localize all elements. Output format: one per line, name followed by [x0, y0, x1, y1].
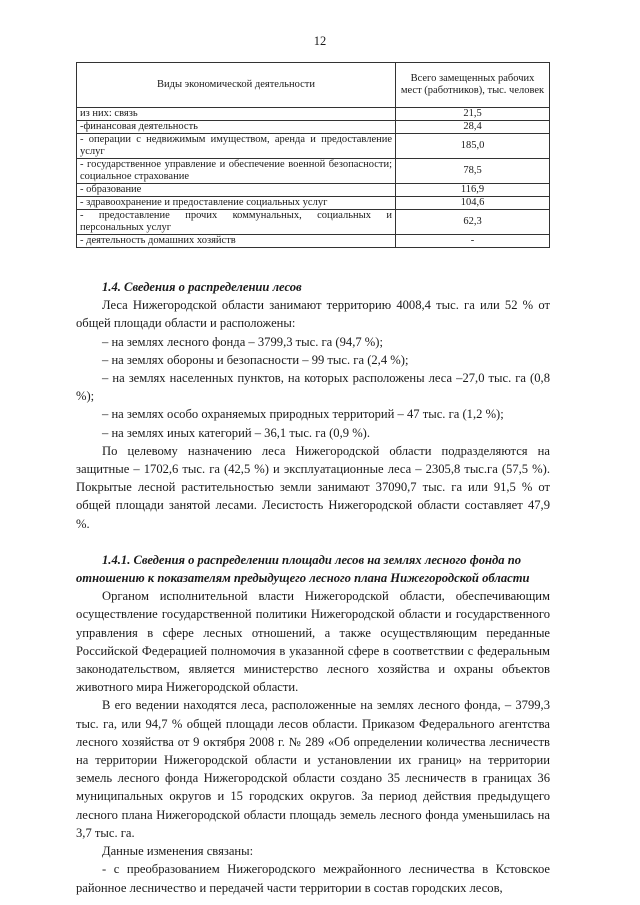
- table-cell-value: 104,6: [396, 197, 550, 210]
- table-cell-value: 116,9: [396, 184, 550, 197]
- list-item: – на землях лесного фонда – 3799,3 тыс. га (94,7 %);: [102, 334, 383, 349]
- table-cell-value: 28,4: [396, 121, 550, 134]
- table-cell-activity: - деятельность домашних хозяйств: [77, 235, 396, 248]
- table-cell-activity: -финансовая деятельность: [77, 121, 396, 134]
- list-item: – на землях иных категорий – 36,1 тыс. га (0,9 %).: [102, 425, 371, 440]
- paragraph: В его ведении находятся леса, расположенные на землях лесного фонда, – 3799,3 тыс. га, или 94,7 % общей площади лесов области. Приказом Федерального агентства лесного хозяйства от 9 октября 2008 г. № 289 «Об определении количества лесничеств на территории Нижегородской области и установлении их границ» на территории земель лесного фонда Нижегородской области создано 35 лесничеств в границах 36 муниципальных округов и 15 городских округов. За период действия предыдущего лесного плана Нижегородской области площадь земель лесного фонда уменьшилась на 3,7 тыс. га.: [76, 698, 550, 840]
- table-cell-activity: - предоставление прочих коммунальных, социальных и персональных услуг: [77, 210, 396, 235]
- section-heading-1-4: 1.4. Сведения о распределении лесов: [102, 280, 302, 294]
- section-heading-1-4-1: 1.4.1. Сведения о распределении площади лесов на землях лесного фонда по отношению к показателям предыдущего лесного плана Нижегородской области: [76, 552, 530, 586]
- list-item: – на землях особо охраняемых природных территорий – 47 тыс. га (1,2 %);: [102, 407, 504, 422]
- table-row: [77, 121, 550, 134]
- table-cell-value: 21,5: [396, 108, 550, 121]
- paragraph: Органом исполнительной власти Нижегородской области, обеспечивающим осуществление государственной политики Нижегородской области и государственного управления в сфере лесных отношений, а также осуществляющим переданные Российской Федерацией полномочия в указанной сфере в соответствии с федеральным законодательством, является министерство лесного хозяйства и охраны объектов животного мира Нижегородской области.: [76, 589, 550, 695]
- table-row: [77, 184, 550, 197]
- table-cell-value: 78,5: [396, 159, 550, 184]
- table-row: [77, 159, 550, 184]
- table-cell-activity: - государственное управление и обеспечение военной безопасности; социальное страхование: [77, 159, 396, 184]
- header-workers: Всего замещенных рабочих мест (работников), тыс. человек: [396, 63, 550, 108]
- employment-table: [76, 62, 550, 248]
- list-item: – на землях населенных пунктов, на которых расположены леса –27,0 тыс. га (0,8 %);: [76, 371, 550, 404]
- paragraph: Данные изменения связаны:: [102, 844, 254, 859]
- page-number: 12: [313, 34, 327, 48]
- table-cell-activity: из них: связь: [77, 108, 396, 121]
- paragraph: - с преобразованием Нижегородского межрайонного лесничества в Кстовское районное лесничество и передачей части территории в состав городских лесов,: [76, 862, 550, 895]
- table-row: [77, 108, 550, 121]
- table-row: [77, 210, 550, 235]
- document-body: [76, 278, 550, 897]
- paragraph: По целевому назначению леса Нижегородской области подразделяются на защитные – 1702,6 тыс. га (42,5 %) и эксплуатационные леса – 2305,8 тыс.га (57,5 %). Покрытые лесной растительностью земли занимают 37090,7 тыс. га или 91,5 % от общей площади занятой лесами. Лесистость Нижегородской области составляет 47,9 %.: [76, 443, 550, 531]
- table-cell-value: 185,0: [396, 134, 550, 159]
- table-cell-activity: - операции с недвижимым имуществом, аренда и предоставление услуг: [77, 134, 396, 159]
- table-cell-value: -: [396, 235, 550, 248]
- table-cell-value: 62,3: [396, 210, 550, 235]
- table-row: [77, 235, 550, 248]
- table-row: [77, 134, 550, 159]
- header-activity: Виды экономической деятельности: [77, 63, 396, 108]
- paragraph: Леса Нижегородской области занимают территорию 4008,4 тыс. га или 52 % от общей площади области и расположены:: [76, 298, 550, 331]
- table-cell-activity: - образование: [77, 184, 396, 197]
- table-header-row: [77, 63, 550, 108]
- table-row: [77, 197, 550, 210]
- list-item: – на землях обороны и безопасности – 99 тыс. га (2,4 %);: [102, 352, 409, 367]
- table-cell-activity: - здравоохранение и предоставление социальных услуг: [77, 197, 396, 210]
